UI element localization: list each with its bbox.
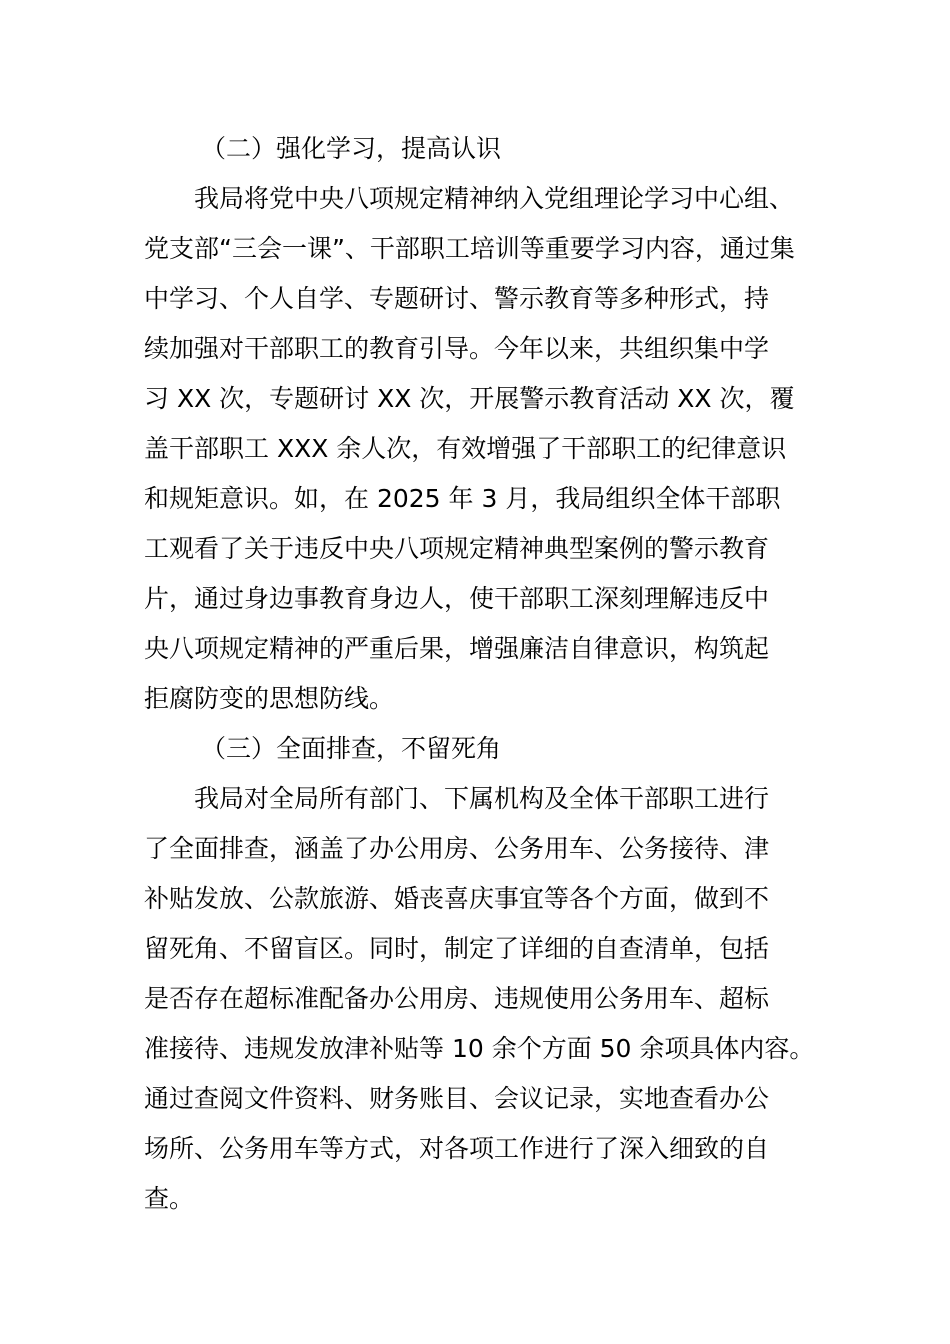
paragraph-line: 补贴发放、公款旅游、婚丧喜庆事宜等各个方面，做到不 (144, 884, 770, 913)
paragraph-line: 和规矩意识。如，在 2025 年 3 月，我局组织全体干部职 (144, 484, 781, 513)
paragraph-line: 我局对全局所有部门、下属机构及全体干部职工进行 (194, 784, 770, 813)
section-heading-2: （二）强化学习，提高认识 (201, 134, 502, 163)
paragraph-line: 片，通过身边事教育身边人，使干部职工深刻理解违反中 (144, 584, 770, 613)
paragraph-line: 盖干部职工 XXX 余人次，有效增强了干部职工的纪律意识 (144, 434, 787, 463)
paragraph-line: 央八项规定精神的严重后果，增强廉洁自律意识，构筑起 (144, 634, 770, 663)
paragraph-line: 留死角、不留盲区。同时，制定了详细的自查清单，包括 (144, 934, 770, 963)
section-heading-3: （三）全面排查，不留死角 (201, 734, 502, 763)
paragraph-line: 是否存在超标准配备办公用房、违规使用公务用车、超标 (144, 984, 770, 1013)
paragraph-line: 中学习、个人自学、专题研讨、警示教育等多种形式，持 (144, 284, 770, 313)
paragraph-line: 准接待、违规发放津补贴等 10 余个方面 50 余项具体内容。 (144, 1034, 815, 1063)
paragraph-line: 查。 (144, 1184, 195, 1213)
document-page (144, 124, 834, 1224)
paragraph-line: 续加强对干部职工的教育引导。今年以来，共组织集中学 (144, 334, 770, 363)
paragraph-line: 了全面排查，涵盖了办公用房、公务用车、公务接待、津 (144, 834, 770, 863)
paragraph-line: 场所、公务用车等方式，对各项工作进行了深入细致的自 (144, 1134, 770, 1163)
paragraph-line: 习 XX 次，专题研讨 XX 次，开展警示教育活动 XX 次，覆 (144, 384, 795, 413)
paragraph-line: 党支部“三会一课”、干部职工培训等重要学习内容，通过集 (144, 234, 795, 263)
paragraph-line: 我局将党中央八项规定精神纳入党组理论学习中心组、 (194, 184, 795, 213)
paragraph-line: 通过查阅文件资料、财务账目、会议记录，实地查看办公 (144, 1084, 770, 1113)
paragraph-line: 工观看了关于违反中央八项规定精神典型案例的警示教育 (144, 534, 770, 563)
paragraph-line: 拒腐防变的思想防线。 (144, 684, 395, 713)
